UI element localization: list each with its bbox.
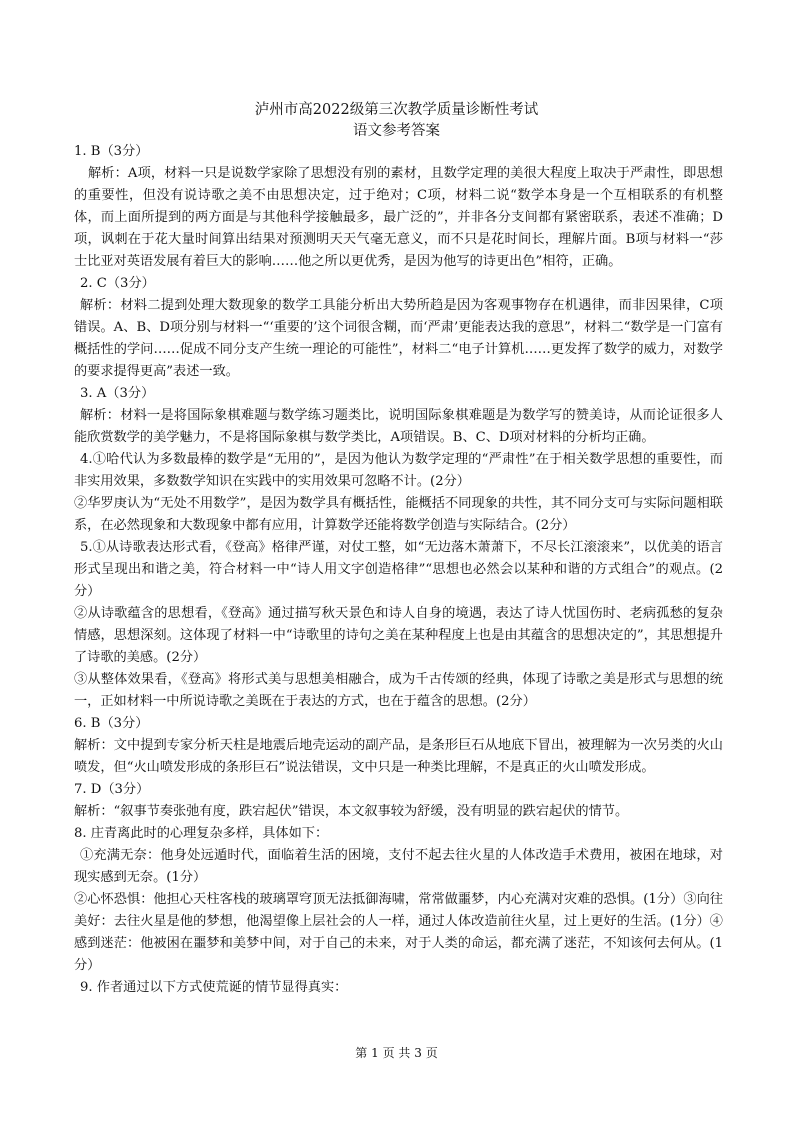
answer-3-explanation: 解析：材料一是将国际象棋难题与数学练习题类比，说明国际象棋难题是为数学写的赞美诗，从而论证很多人能欣赏数学的美学魅力，不是将国际象棋与数学类比，A项错误。B、C、D项对材料的分析均正确。	[74, 408, 723, 445]
footer-page-number: 1	[371, 1046, 379, 1060]
answer-body	[74, 141, 723, 999]
answer-9-heading: 9. 作者通过以下方式使荒诞的情节显得真实：	[80, 980, 348, 995]
footer-mid: 页 共	[382, 1046, 411, 1060]
answer-1-heading: 1. B（3分）	[74, 144, 149, 159]
answer-7-heading: 7. D（3分）	[74, 782, 150, 797]
answer-7-explanation: 解析：“叙事节奏张弛有度，跌宕起伏”错误，本文叙事较为舒缓，没有明显的跌宕起伏的情节。	[74, 804, 629, 819]
page-footer	[0, 1045, 793, 1061]
document-subtitle: 语文参考答案	[353, 123, 440, 139]
answer-6-heading: 6. B（3分）	[74, 716, 149, 731]
answer-5-point-1: 5.①从诗歌表达形式看，《登高》格律严谨，对仗工整，如“无边落木萧萧下，不尽长江滚滚来”，以优美的语言形式呈现出和谐之美，符合材料一中“诗人用文字创造格律”“思想也必然会以某种和谐的方式组合”的观点。(2分）	[74, 540, 723, 599]
answer-8-point-1: ①充满无奈：他身处远遁时代，面临着生活的困境，支付不起去往火星的人体改造手术费用，被困在地球，对现实感到无奈。(1分）	[74, 848, 723, 885]
answer-4-point-2: ②华罗庚认为“无处不用数学”，是因为数学具有概括性，能概括不同现象的共性，其不同分支可与实际问题相联系，在必然现象和大数现象中都有应用，计算数学还能将数学创造与实际结合。(2分）	[74, 496, 723, 533]
answer-2-heading: 2. C（3分）	[80, 276, 155, 291]
document-title: 泸州市高2022级第三次教学质量诊断性考试	[254, 102, 539, 118]
footer-suffix: 页	[425, 1046, 438, 1060]
answer-5-point-2: ②从诗歌蕴含的思想看，《登高》通过描写秋天景色和诗人自身的境遇，表达了诗人忧国伤时、老病孤愁的复杂情感，思想深刻。这体现了材料一中“诗歌里的诗句之美在某种程度上也是由其蕴含的思想决定的”，其思想提升了诗歌的美感。(2分）	[74, 606, 723, 665]
answer-2-explanation: 解析：材料二提到处理大数现象的数学工具能分析出大势所趋是因为客观事物存在机遇律，而非因果律，C项错误。A、B、D项分别与材料一“‘重要的’这个词很含糊，而‘严肃’更能表达我的意思”，材料二“数学是一门富有概括性的学问……促成不同分支产生统一理论的可能性”，材料二“电子计算机……更发挥了数学的威力，对数学的要求提得更高”表述一致。	[74, 298, 723, 379]
footer-total-pages: 3	[414, 1046, 422, 1060]
answer-1-explanation: 解析：A项，材料一只是说数学家除了思想没有别的素材，且数学定理的美很大程度上取决于严肃性，即思想的重要性，但没有说诗歌之美不由思想决定，过于绝对；C项，材料二说“数学本身是一个互相联系的有机整体，而上面所提到的两方面是与其他科学接触最多，最广泛的”，并非各分支间都有紧密联系，表述不准确；D项，讽刺在于花大量时间算出结果对预测明天天气毫无意义，而不只是花时间长，理解片面。B项与材料一“莎士比亚对英语发展有着巨大的影响……他之所以更优秀，是因为他写的诗更出色”相符，正确。	[74, 166, 723, 269]
footer-prefix: 第	[355, 1046, 368, 1060]
answer-6-explanation: 解析：文中提到专家分析天柱是地震后地壳运动的副产品，是条形巨石从地底下冒出，被理解为一次另类的火山喷发，但“火山喷发形成的条形巨石”说法错误，文中只是一种类比理解，不是真正的火山喷发形成。	[74, 738, 723, 775]
answer-8-points-2-4: ②心怀恐惧：他担心天柱客栈的玻璃罩穹顶无法抵御海啸，常常做噩梦，内心充满对灾难的恐惧。(1分）③向往美好：去往火星是他的梦想，他渴望像上层社会的人一样，通过人体改造前往火星，过上更好的生活。(1分）④感到迷茫：他被困在噩梦和美梦中间，对于自己的未来，对于人类的命运，都充满了迷茫，不知该何去何从。(1分）	[74, 892, 723, 973]
document-header	[0, 100, 793, 142]
answer-3-heading: 3. A（3分）	[80, 386, 155, 401]
answer-4-point-1: 4.①哈代认为多数最棒的数学是“无用的”，是因为他认为数学定理的“严肃性”在于相关数学思想的重要性，而非实用效果，多数数学知识在实践中的实用效果可忽略不计。(2分）	[74, 452, 723, 489]
answer-8-heading: 8. 庄青离此时的心理复杂多样，具体如下：	[74, 826, 329, 841]
answer-5-point-3: ③从整体效果看，《登高》将形式美与思想美相融合，成为千古传颂的经典，体现了诗歌之美是形式与思想的统一，正如材料一中所说诗歌之美既在于表达的方式，也在于蕴含的思想。(2分）	[74, 672, 723, 709]
